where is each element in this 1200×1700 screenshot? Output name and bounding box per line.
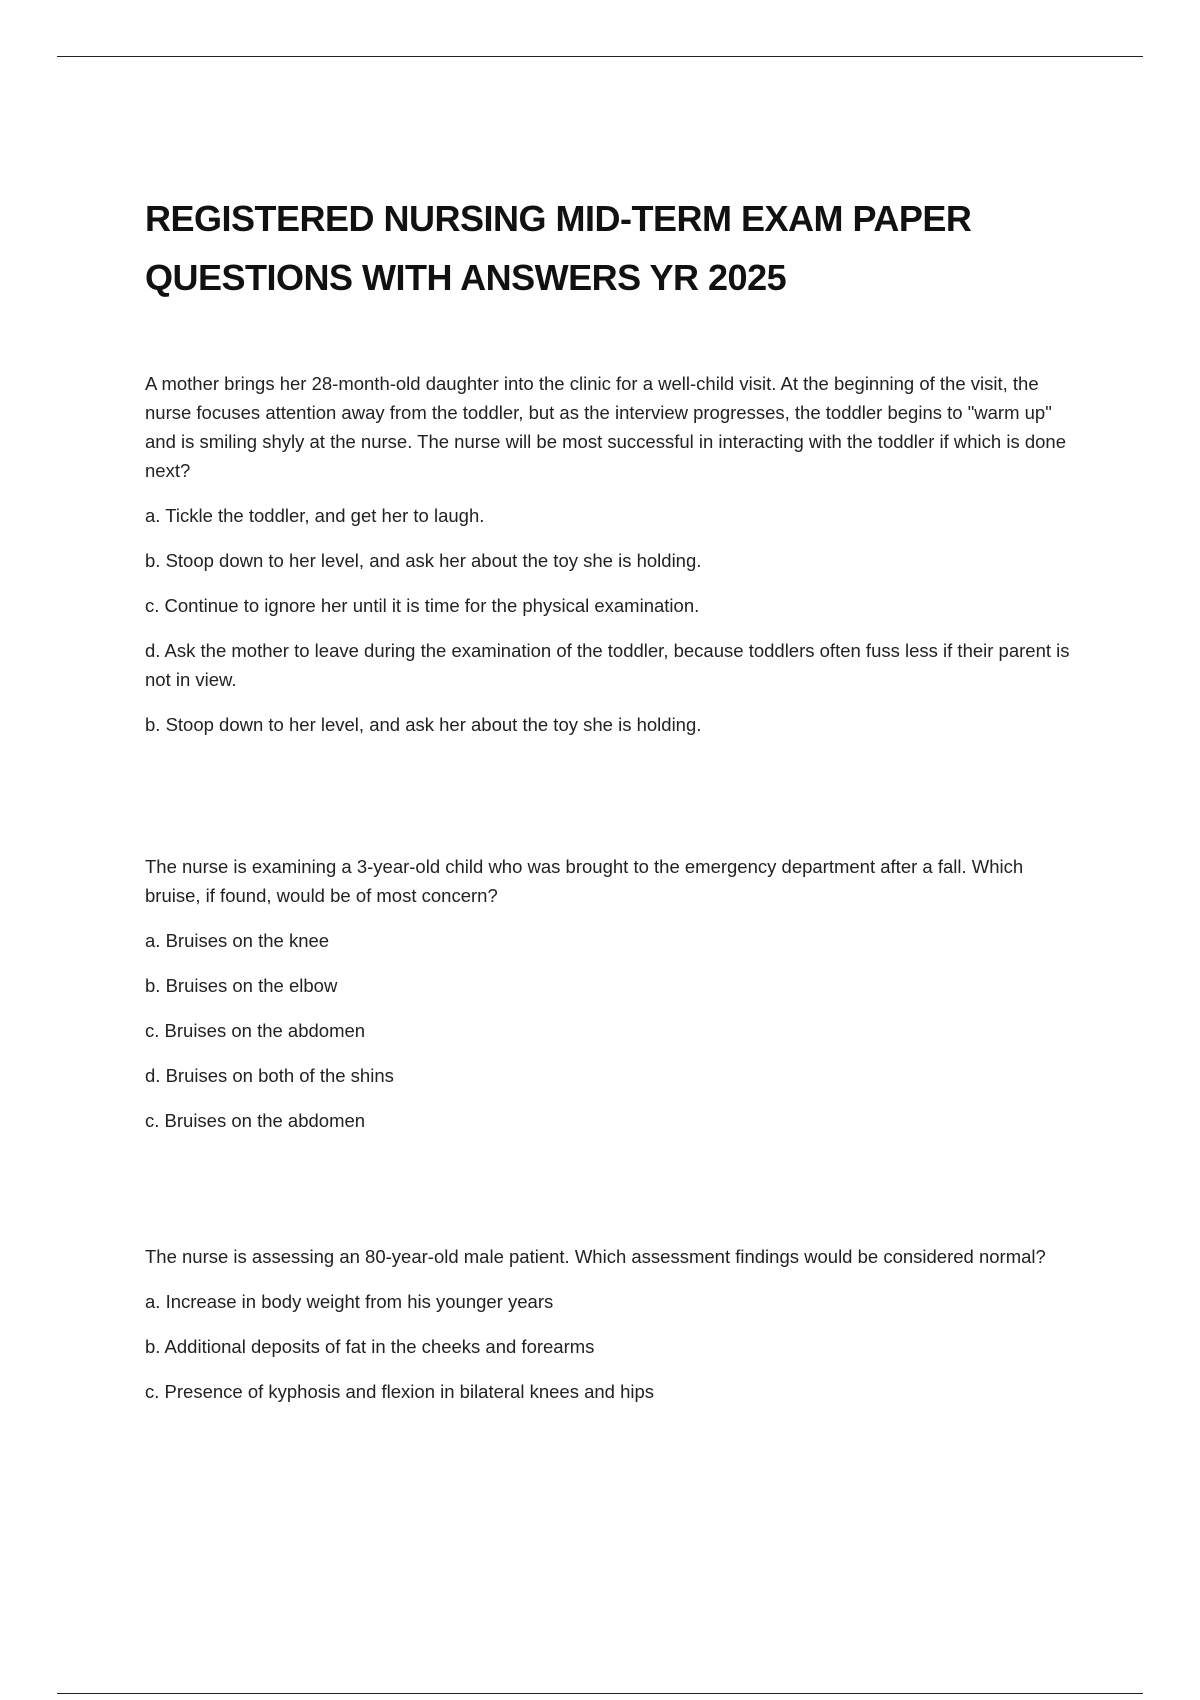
question-stem: A mother brings her 28-month-old daughter into the clinic for a well-child visit. At the beginning of the visit, the nurse focuses attention away from the toddler, but as the interview progresses, the toddler begins to "warm up" and is smiling shyly at the nurse. The nurse will be most successful in interacting with the toddler if which is done next?	[145, 373, 1066, 481]
title-line-1: REGISTERED NURSING MID-TERM EXAM PAPER	[145, 198, 972, 239]
option-c: c. Presence of kyphosis and flexion in bilateral knees and hips	[145, 1381, 655, 1402]
option-d: d. Ask the mother to leave during the examination of the toddler, because toddlers often fuss less if their parent is not in view.	[145, 640, 1070, 690]
option-b: b. Bruises on the elbow	[145, 975, 338, 996]
correct-answer: b. Stoop down to her level, and ask her about the toy she is holding.	[145, 714, 702, 735]
option-c: c. Continue to ignore her until it is time for the physical examination.	[145, 595, 700, 616]
question-3	[145, 1242, 1075, 1406]
footer-divider	[57, 1693, 1143, 1694]
question-stem: The nurse is assessing an 80-year-old male patient. Which assessment findings would be considered normal?	[145, 1246, 1046, 1267]
answer-options	[145, 926, 1075, 1090]
header-divider	[57, 56, 1143, 57]
answer-options	[145, 1287, 1075, 1406]
correct-answer: c. Bruises on the abdomen	[145, 1110, 366, 1131]
title-line-2: QUESTIONS WITH ANSWERS YR 2025	[145, 257, 787, 298]
option-b: b. Additional deposits of fat in the cheeks and forearms	[145, 1336, 595, 1357]
option-b: b. Stoop down to her level, and ask her about the toy she is holding.	[145, 550, 702, 571]
option-d: d. Bruises on both of the shins	[145, 1065, 394, 1086]
option-a: a. Increase in body weight from his younger years	[145, 1291, 554, 1312]
document-title	[145, 189, 1105, 307]
option-c: c. Bruises on the abdomen	[145, 1020, 366, 1041]
option-a: a. Bruises on the knee	[145, 930, 330, 951]
question-1	[145, 369, 1075, 739]
answer-options	[145, 501, 1075, 694]
question-2	[145, 852, 1075, 1135]
question-stem: The nurse is examining a 3-year-old child who was brought to the emergency department after a fall. Which bruise, if found, would be of most concern?	[145, 856, 1024, 906]
option-a: a. Tickle the toddler, and get her to laugh.	[145, 505, 485, 526]
